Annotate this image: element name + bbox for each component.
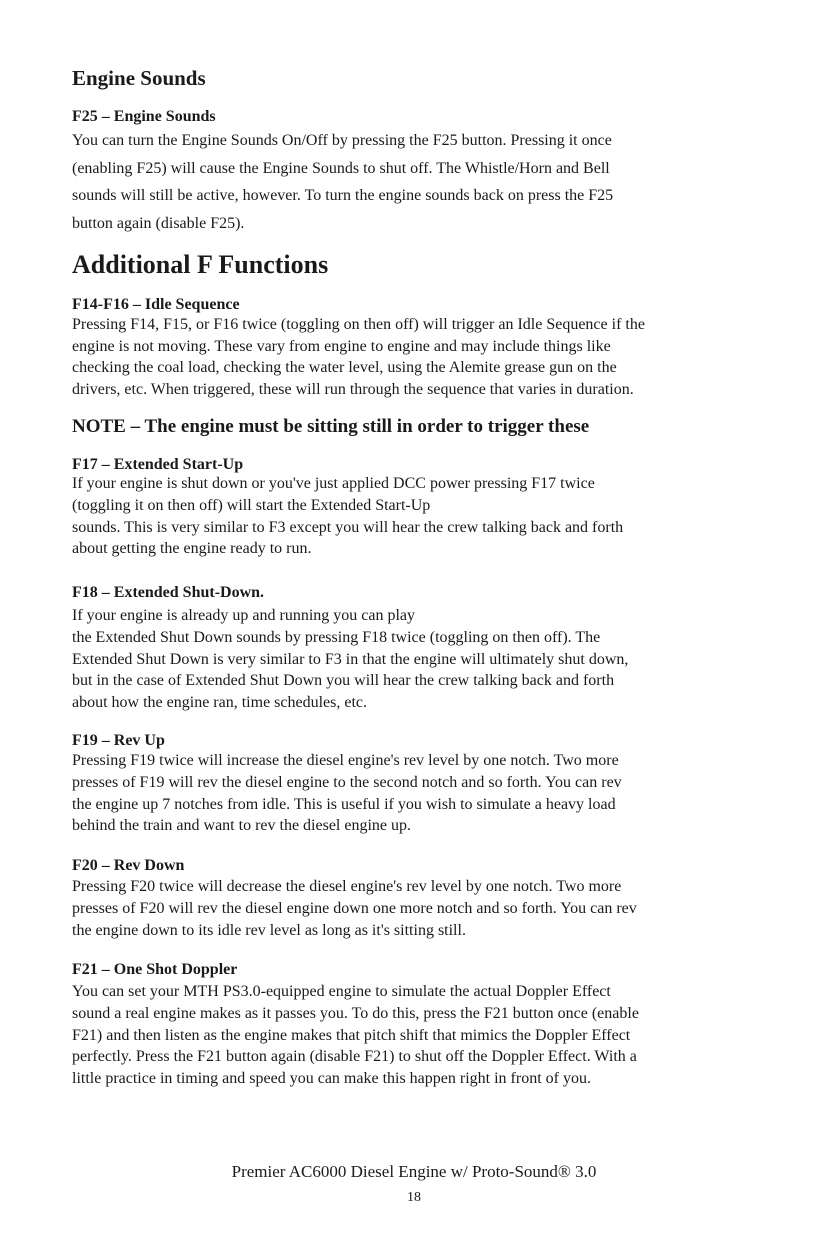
f21-line: You can set your MTH PS3.0-equipped engine to simulate the actual Doppler Effect (72, 983, 611, 1000)
page-number: 18 (407, 1190, 421, 1205)
f18-paragraph (72, 605, 762, 714)
idle-line: checking the coal load, checking the water level, using the Alemite grease gun on the (72, 359, 617, 377)
f17-line: about getting the engine ready to run. (72, 540, 312, 558)
note-heading: NOTE – The engine must be sitting still in order to trigger these (72, 416, 590, 437)
f21-paragraph (72, 981, 762, 1090)
f17-line: (toggling it on then off) will start the Extended Start-Up (72, 496, 431, 514)
f25-line: button again (disable F25). (72, 214, 245, 232)
f19-title: F19 – Rev Up (72, 732, 165, 749)
f19-paragraph (72, 750, 762, 837)
f17-title: F17 – Extended Start-Up (72, 456, 244, 473)
f17-line: If your engine is shut down or you've just applied DCC power pressing F17 twice (72, 475, 595, 492)
f25-paragraph (72, 127, 762, 237)
f18-title: F18 – Extended Shut-Down. (72, 584, 265, 601)
idle-sequence-paragraph (72, 314, 762, 401)
f21-title: F21 – One Shot Doppler (72, 961, 238, 978)
f17-line: sounds. This is very similar to F3 except you will hear the crew talking back and forth (72, 518, 624, 536)
f25-line: You can turn the Engine Sounds On/Off by pressing the F25 button. Pressing it once (72, 132, 612, 149)
f21-line: sound a real engine makes as it passes you. To do this, press the F21 button once (enable (72, 1004, 639, 1022)
f18-line: the Extended Shut Down sounds by pressing F18 twice (toggling on then off). The (72, 628, 601, 646)
idle-line: Pressing F14, F15, or F16 twice (toggling on then off) will trigger an Idle Sequence if the (72, 316, 645, 333)
f19-line: the engine up 7 notches from idle. This is useful if you wish to simulate a heavy load (72, 795, 616, 813)
f19-line: presses of F19 will rev the diesel engine to the second notch and so forth. You can rev (72, 773, 622, 791)
footer-title: Premier AC6000 Diesel Engine w/ Proto-Sound® 3.0 (231, 1162, 597, 1181)
f18-line: If your engine is already up and running you can play (72, 607, 416, 624)
f20-paragraph (72, 876, 762, 941)
f19-line: Pressing F19 twice will increase the diesel engine's rev level by one notch. Two more (72, 752, 619, 769)
f20-title: F20 – Rev Down (72, 857, 185, 874)
f25-title: F25 – Engine Sounds (72, 108, 216, 125)
idle-sequence-title: F14-F16 – Idle Sequence (72, 296, 240, 313)
f20-line: presses of F20 will rev the diesel engine down one more notch and so forth. You can rev (72, 899, 637, 917)
f20-line: Pressing F20 twice will decrease the diesel engine's rev level by one notch. Two more (72, 878, 622, 895)
f17-paragraph (72, 473, 762, 560)
f20-line: the engine down to its idle rev level as long as it's sitting still. (72, 921, 466, 939)
f21-line: perfectly. Press the F21 button again (disable F21) to shut off the Doppler Effect. With a (72, 1048, 637, 1066)
f18-line: Extended Shut Down is very similar to F3 in that the engine will ultimately shut down, (72, 650, 629, 668)
f18-line: but in the case of Extended Shut Down you will hear the crew talking back and forth (72, 672, 615, 690)
f21-line: F21) and then listen as the engine makes that pitch shift that mimics the Doppler Effect (72, 1026, 631, 1044)
additional-functions-heading: Additional F Functions (72, 250, 329, 279)
idle-line: engine is not moving. These vary from engine to engine and may include things like (72, 337, 611, 355)
engine-sounds-heading: Engine Sounds (72, 66, 206, 90)
f19-line: behind the train and want to rev the diesel engine up. (72, 817, 412, 835)
f25-line: sounds will still be active, however. To turn the engine sounds back on press the F25 (72, 187, 614, 204)
f21-line: little practice in timing and speed you can make this happen right in front of you. (72, 1070, 591, 1088)
f25-line: (enabling F25) will cause the Engine Sounds to shut off. The Whistle/Horn and Bell (72, 159, 610, 177)
idle-line: drivers, etc. When triggered, these will run through the sequence that varies in duration. (72, 381, 634, 399)
f18-line: about how the engine ran, time schedules, etc. (72, 694, 368, 712)
